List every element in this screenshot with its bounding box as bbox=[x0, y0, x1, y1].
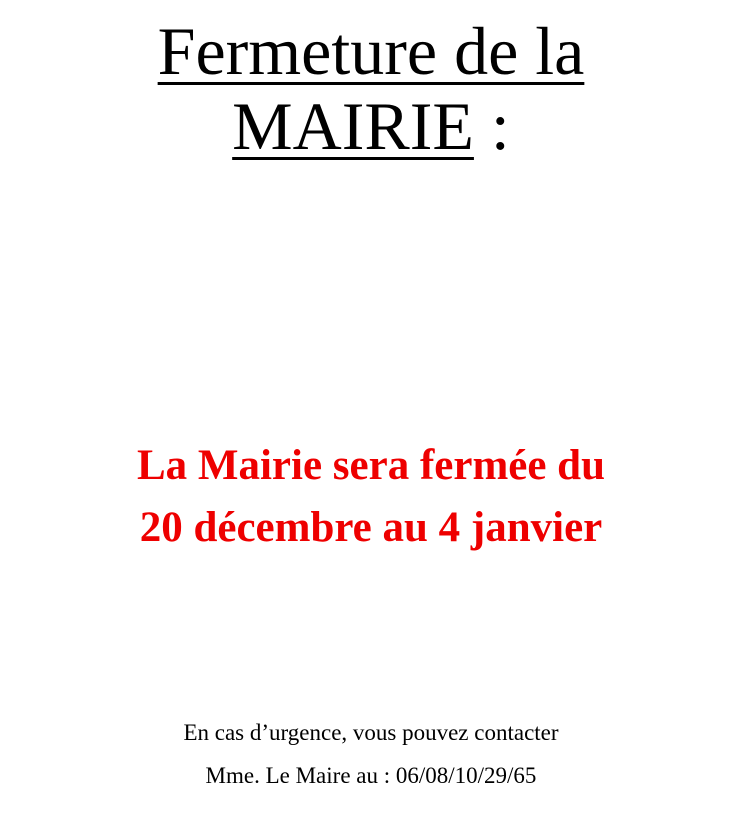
title-line-2-text: MAIRIE bbox=[232, 87, 474, 164]
title-line-1 bbox=[0, 14, 742, 89]
closure-notice-line-1: La Mairie sera fermée du bbox=[136, 442, 606, 489]
emergency-contact-line-1: En cas d’urgence, vous pouvez contacter bbox=[183, 720, 559, 745]
page-title bbox=[0, 0, 742, 164]
emergency-contact bbox=[0, 712, 742, 797]
emergency-contact-line-2: Mme. Le Maire au : 06/08/10/29/65 bbox=[205, 762, 537, 788]
title-line-1-text: Fermeture de la bbox=[157, 13, 585, 89]
title-line-2-suffix: : bbox=[473, 87, 510, 164]
closure-notice bbox=[0, 435, 742, 560]
closure-notice-line-2: 20 décembre au 4 janvier bbox=[139, 504, 603, 552]
title-line-2 bbox=[0, 89, 742, 164]
